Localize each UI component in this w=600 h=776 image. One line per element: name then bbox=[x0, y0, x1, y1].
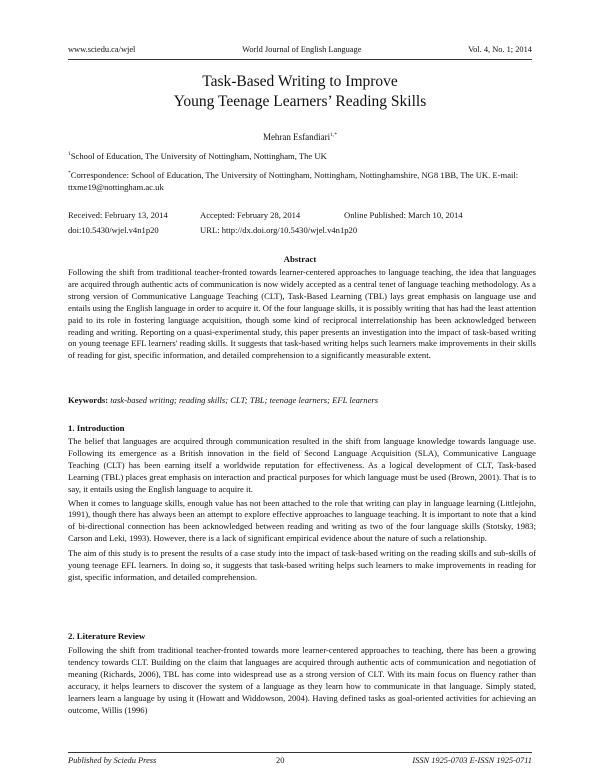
keywords bbox=[68, 394, 536, 407]
doi[interactable]: doi:10.5430/wjel.v4n1p20 bbox=[68, 225, 159, 235]
paragraph: Following the shift from traditional teacher-fronted towards more learner-centered approaches to teaching, there has been a growing tendency towards CLT. Building on the claim that languages are acquired through authentic acts of communication and negotiation of meaning (Richards, 2006), TBL has come into widespread use as a strong version of CLT. With its main focus on fluency rather than accuracy, it helps learners to discover the system of a language as they learn how to communicate in that language. Simply stated, learners learn a language by using it (Howatt and Widdowson, 2004). Having defined tasks as goal-oriented activities for achieving an outcome, Willis (1996) bbox=[68, 645, 536, 715]
paragraph: The belief that languages are acquired through communication resulted in the shift from language knowledge towards language use. Following its emergence as a British innovation in the field of Second Language Acquisition (SLA), Communicative Language Teaching (CLT) has been earning itself a worldwide reputation for effectiveness. As a logical development of CLT, Task-based Learning (TBL) places great emphasis on interaction and practical purposes for which language must be used (Brown, 2001). That is to say, it entails using the English language to acquire it. bbox=[68, 436, 536, 494]
abstract-heading: Abstract bbox=[283, 254, 317, 264]
author bbox=[0, 131, 600, 145]
page-number: 20 bbox=[276, 756, 285, 765]
doi-url[interactable]: URL: http://dx.doi.org/10.5430/wjel.v4n1p20 bbox=[200, 225, 358, 235]
paragraph: When it comes to language skills, enough value has not been attached to the role that writing can play in language learning (Littlejohn, 1991), though there has always been an attempt to explore effective approaches to language teaching. It is important to note that a kind of bi-directional connection has been acknowledged between reading and writing as two of the four language skills (Stotsky, 1983; Carson and Leki, 1993). However, there is a lack of significant empirical evidence about the nature of such a relationship. bbox=[68, 497, 536, 544]
author-sup: 1,* bbox=[330, 132, 338, 138]
author-name: Mehran Esfandiari bbox=[262, 132, 331, 142]
section-heading-introduction: 1. Introduction bbox=[68, 423, 125, 433]
paper-title bbox=[0, 72, 600, 112]
issn: ISSN 1925-0703 E-ISSN 1925-0711 bbox=[412, 756, 532, 765]
published-date: Online Published: March 10, 2014 bbox=[344, 210, 463, 220]
affiliation-1: $^1$School of Education, The University of Nottingham, Nottingham, The UK bbox=[68, 150, 327, 161]
accepted-date: Accepted: February 28, 2014 bbox=[200, 210, 301, 220]
section-heading-literature-review: 2. Literature Review bbox=[68, 631, 146, 641]
keywords-text: task-based writing; reading skills; CLT; TBL; teenage learners; EFL learners bbox=[110, 395, 379, 405]
correspondence: *Correspondence: School of Education, The University of Nottingham, Nottingham, Nottinghamshire, NG8 1BB, The UK. E-mail: ttxme19@nottingham.ac.uk bbox=[68, 169, 519, 192]
running-header bbox=[68, 44, 532, 60]
section-introduction bbox=[68, 436, 536, 584]
received-date: Received: February 13, 2014 bbox=[68, 210, 168, 220]
volume-info: Vol. 4, No. 1; 2014 bbox=[468, 45, 532, 54]
page-footer bbox=[68, 752, 532, 767]
publisher: Published by Sciedu Press bbox=[68, 756, 157, 765]
journal-url[interactable]: www.sciedu.ca/wjel bbox=[68, 45, 136, 54]
journal-name: World Journal of English Language bbox=[242, 45, 362, 54]
section-literature-review bbox=[68, 645, 536, 716]
keywords-label: Keywords: bbox=[68, 395, 109, 405]
abstract-text: Following the shift from traditional teacher-fronted towards learner-centered approaches to language teaching, the idea that languages are acquired through authentic acts of communication is now widely accepted as a central tenet of language teaching methodology. As a strong version of Communicative Language Teaching (CLT), Task-Based Learning (TBL) lays great emphasis on language use and entails using the English language in order to acquire it. Of the four language skills, it is possibly writing that has had the least attention paid to its role in fostering language acquisition, though some kind of reciprocal interrelationship has been acknowledged between reading and writing. Reporting on a quasi-experimental study, this paper presents an investigation into the impact of task-based writing on young teenage EFL learners' reading skills. It suggests that task-based writing helps such learners make improvements in their skills of reading for gist, specific information, and detailed comprehension to a significantly measurable extent. bbox=[68, 267, 536, 361]
title-line-2: Young Teenage Learners’ Reading Skills bbox=[173, 93, 427, 110]
abstract-body bbox=[68, 267, 536, 362]
paragraph: The aim of this study is to present the results of a case study into the impact of task-based writing on the reading skills and sub-skills of young teenage EFL learners. In doing so, it suggests that task-based writing helps such learners to make improvements in reading for gist, specific information, and detailed comprehension. bbox=[68, 548, 536, 582]
title-line-1: Task-Based Writing to Improve bbox=[202, 73, 398, 90]
